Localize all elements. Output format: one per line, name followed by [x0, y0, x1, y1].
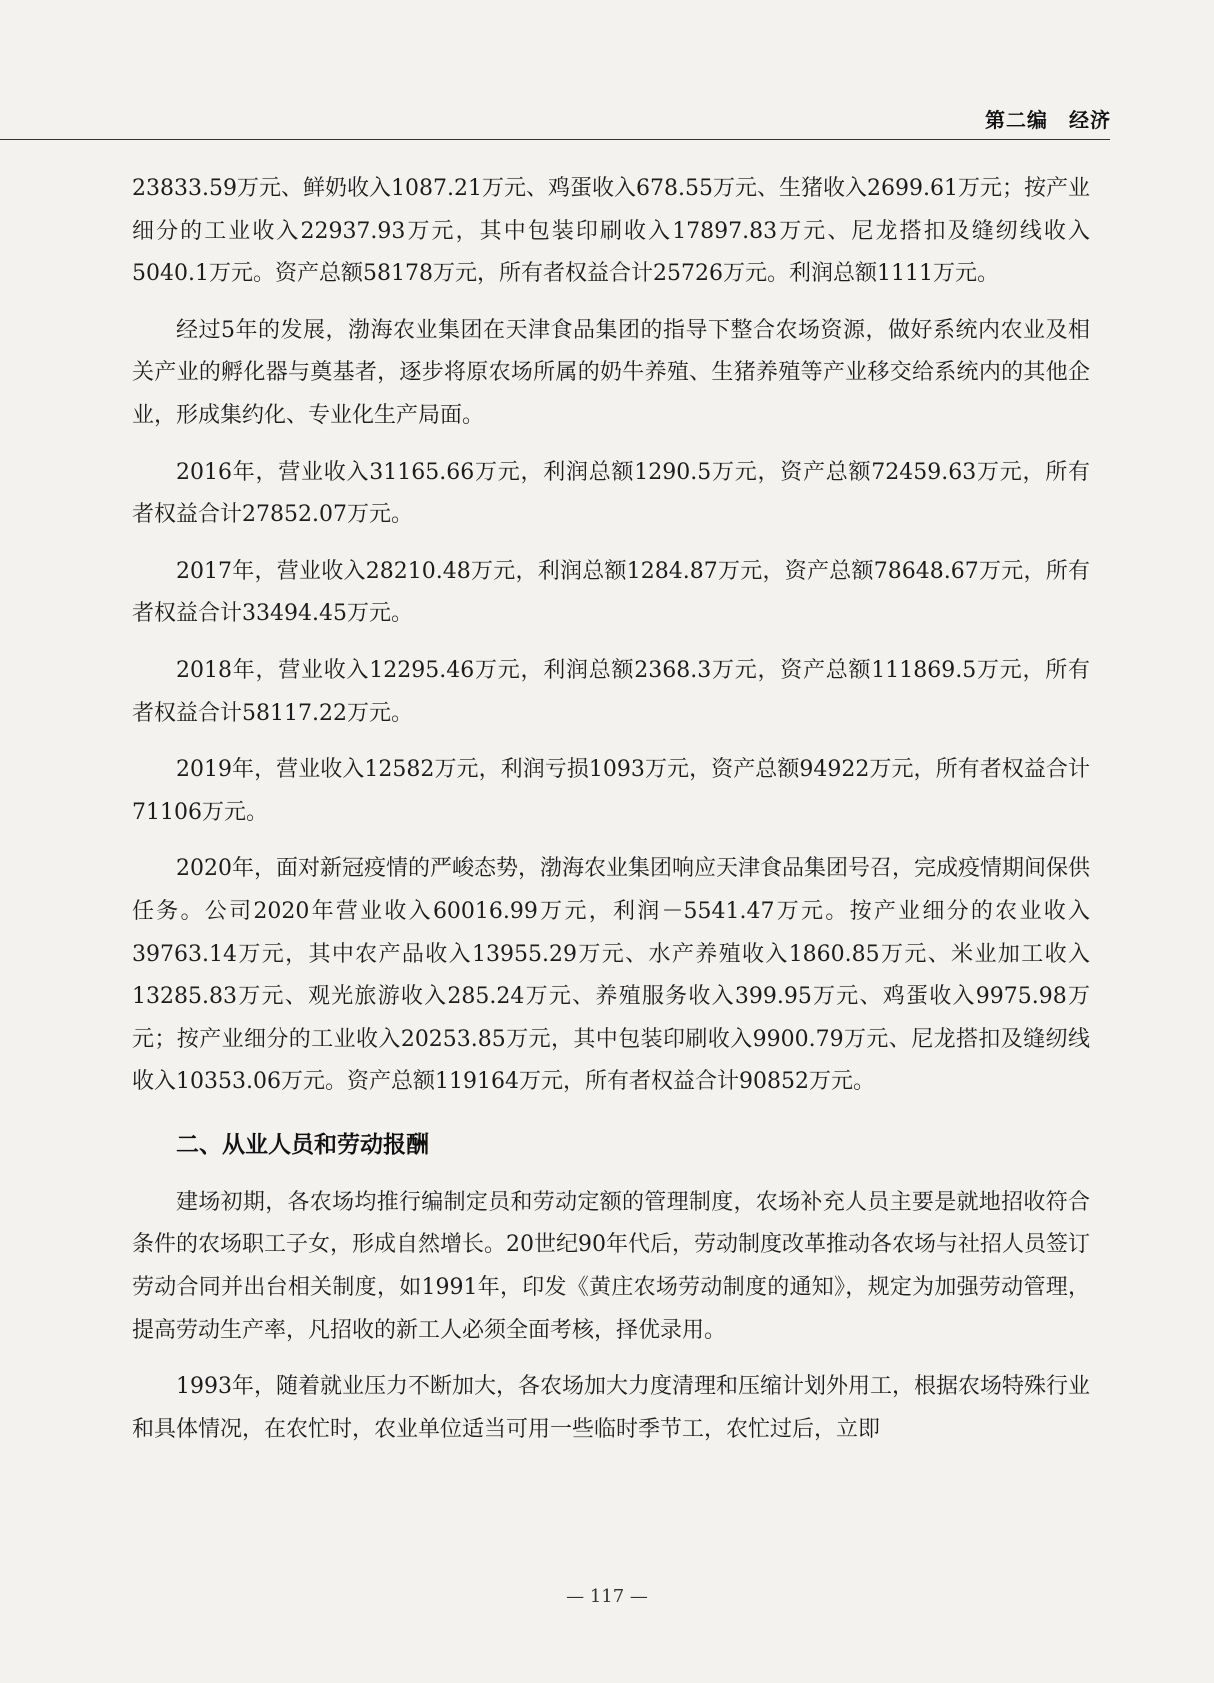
paragraph-2019: 2019年，营业收入12582万元，利润亏损1093万元，资产总额94922万元，所有者权益合计71106万元。 — [132, 757, 1090, 825]
paragraph-2017: 2017年，营业收入28210.48万元，利润总额1284.87万元，资产总额78648.67万元，所有者权益合计33494.45万元。 — [132, 558, 1090, 627]
paragraph-continued: 23833.59万元、鲜奶收入1087.21万元、鸡蛋收入678.55万元、生猪收入2699.61万元；按产业细分的工业收入22937.93万元，其中包装印刷收入17897.83万元、尼龙搭扣及缝纫线收入5040.1万元。资产总额58178万元，所有者权益合计25726万元。利润总额1111万元。 — [132, 176, 1090, 287]
paragraph: 1993年，随着就业压力不断加大，各农场加大力度清理和压缩计划外用工，根据农场特殊行业和具体情况，在农忙时，农业单位适当可用一些临时季节工，农忙过后，立即 — [132, 1374, 1090, 1442]
paragraph-2018: 2018年，营业收入12295.46万元，利润总额2368.3万元，资产总额111869.5万元，所有者权益合计58117.22万元。 — [132, 657, 1090, 726]
page-number: — 117 — — [566, 1586, 648, 1607]
running-header-title: 第二编 经济 — [985, 108, 1111, 132]
paragraph-2016: 2016年，营业收入31165.66万元，利润总额1290.5万元，资产总额72459.63万元，所有者权益合计27852.07万元。 — [132, 459, 1090, 528]
section-heading: 二、从业人员和劳动报酬 — [176, 1131, 429, 1158]
paragraph: 建场初期，各农场均推行编制定员和劳动定额的管理制度，农场补充人员主要是就地招收符合条件的农场职工子女，形成自然增长。20世纪90年代后，劳动制度改革推动各农场与社招人员签订劳动合同并出台相关制度，如1991年，印发《黄庄农场劳动制度的通知》，规定为加强劳动管理，提高劳动生产率，凡招收的新工人必须全面考核，择优录用。 — [132, 1189, 1090, 1343]
body-text — [132, 168, 1090, 1451]
header-rule — [0, 139, 1110, 140]
paragraph-2020: 2020年，面对新冠疫情的严峻态势，渤海农业集团响应天津食品集团号召，完成疫情期间保供任务。公司2020年营业收入60016.99万元，利润－5541.47万元。按产业细分的农业收入39763.14万元，其中农产品收入13955.29万元、水产养殖收入1860.85万元、米业加工收入13285.83万元、观光旅游收入285.24万元、养殖服务收入399.95万元、鸡蛋收入9975.98万元；按产业细分的工业收入20253.85万元，其中包装印刷收入9900.79万元、尼龙搭扣及缝纫线收入10353.06万元。资产总额119164万元，所有者权益合计90852万元。 — [132, 856, 1090, 1095]
paragraph: 经过5年的发展，渤海农业集团在天津食品集团的指导下整合农场资源，做好系统内农业及相关产业的孵化器与奠基者，逐步将原农场所属的奶牛养殖、生猪养殖等产业移交给系统内的其他企业，形成集约化、专业化生产局面。 — [132, 317, 1090, 428]
